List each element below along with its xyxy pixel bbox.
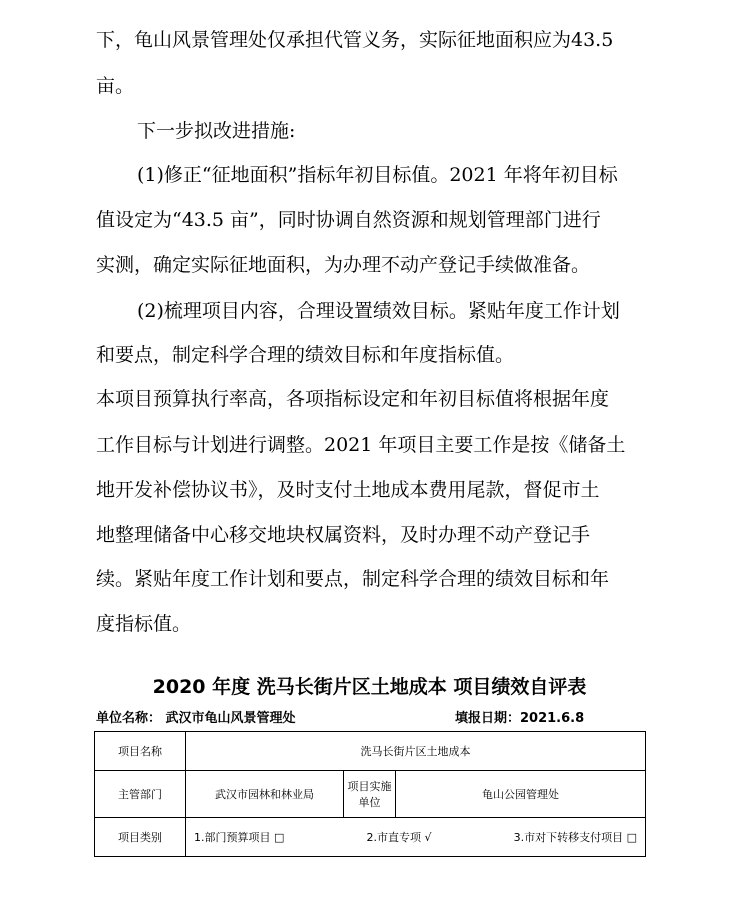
impl-unit-label-line: 单位 <box>358 796 381 809</box>
dept-value: 武汉市园林和林业局 <box>186 771 344 818</box>
paragraph-line: 度指标值。 <box>96 613 192 635</box>
table-row <box>95 818 646 857</box>
paragraph-line: (2)梳理项目内容，合理设置绩效目标。紧贴年度工作计划 <box>137 300 620 322</box>
paragraph-line: 亩。 <box>96 75 135 97</box>
project-type-label: 项目类别 <box>95 818 186 857</box>
paragraph-line: 和要点，制定科学合理的绩效目标和年度指标值。 <box>96 344 515 366</box>
impl-unit-label <box>344 771 396 818</box>
project-name-label: 项目名称 <box>95 732 186 771</box>
evaluation-table <box>94 731 646 857</box>
type-option-dept-budget: 1.部门预算项目 □ <box>194 831 285 844</box>
unit-name: 单位名称： 武汉市龟山风景管理处 <box>96 711 296 726</box>
dept-label: 主管部门 <box>95 771 186 818</box>
project-name-value: 洗马长街片区土地成本 <box>186 732 646 771</box>
paragraph-line: 下，龟山风景管理处仅承担代管义务，实际征地面积应为43.5 <box>96 29 614 51</box>
impl-unit-value: 龟山公园管理处 <box>396 771 646 818</box>
paragraph-line: 续。紧贴年度工作计划和要点，制定科学合理的绩效目标和年 <box>96 568 610 590</box>
paragraph-line: 实测，确定实际征地面积，为办理不动产登记手续做准备。 <box>96 254 591 276</box>
impl-unit-label-line: 项目实施 <box>347 780 392 793</box>
type-option-transfer-payment: 3.市对下转移支付项目 □ <box>513 831 637 844</box>
paragraph-line: (1)修正“征地面积”指标年初目标值。2021 年将年初目标 <box>137 164 618 186</box>
project-type-options <box>186 818 646 857</box>
paragraph-line: 地整理储备中心移交地块权属资料，及时办理不动产登记手 <box>96 524 591 546</box>
table-row <box>95 771 646 818</box>
table-row <box>95 732 646 771</box>
paragraph-line: 本项目预算执行率高，各项指标设定和年初目标值将根据年度 <box>96 388 610 410</box>
table-title: 2020 年度 洗马长街片区土地成本 项目绩效自评表 <box>152 676 587 698</box>
paragraph-line: 下一步拟改进措施: <box>137 120 296 142</box>
type-option-city-special: 2.市直专项 √ <box>366 831 432 844</box>
fill-date: 填报日期：2021.6.8 <box>455 711 585 726</box>
paragraph-line: 值设定为“43.5 亩”，同时协调自然资源和规划管理部门进行 <box>96 209 601 231</box>
paragraph-line: 地开发补偿协议书》，及时支付土地成本费用尾款，督促市土 <box>96 479 600 501</box>
paragraph-line: 工作目标与计划进行调整。2021 年项目主要工作是按《储备土 <box>96 434 626 456</box>
